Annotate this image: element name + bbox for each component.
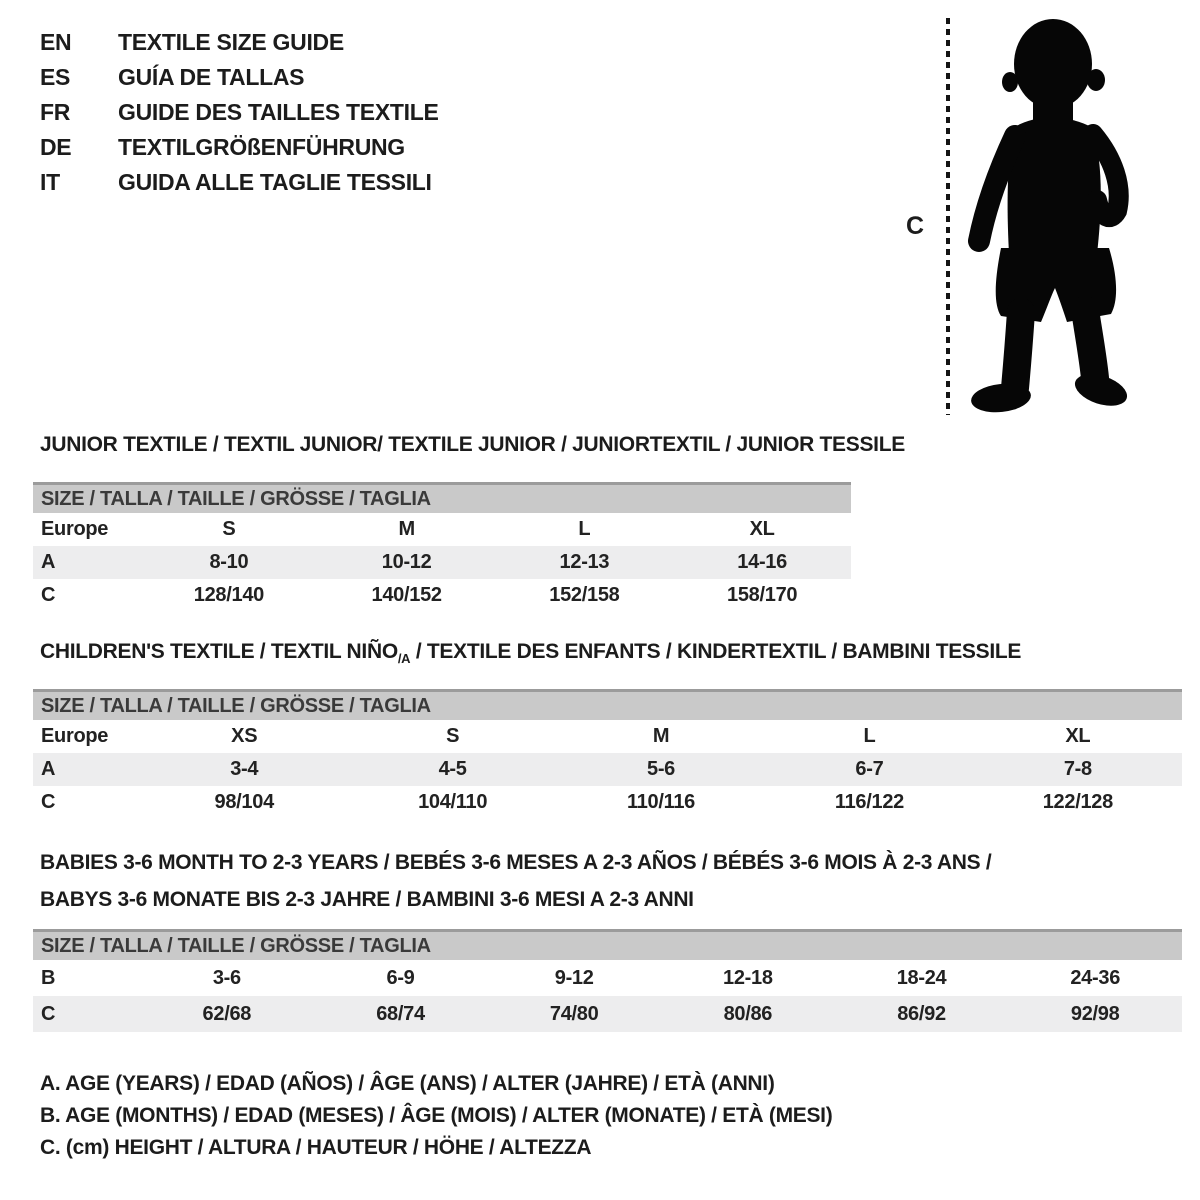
legend-note-a: A. AGE (YEARS) / EDAD (AÑOS) / ÂGE (ANS) / ALTER (JAHRE) / ETÀ (ANNI) [40, 1072, 775, 1095]
table-cell: 3-6 [212, 966, 241, 989]
row-label: Europe [41, 725, 109, 747]
table-cell: XL [749, 518, 775, 540]
table-cell: L [578, 518, 591, 540]
size-header-label: SIZE / TALLA / TAILLE / GRÖSSE / TAGLIA [41, 934, 431, 957]
table-row [33, 960, 1182, 996]
table-row [33, 786, 1182, 819]
legend-note-c: C. (cm) HEIGHT / ALTURA / HAUTEUR / HÖHE / ALTEZZA [40, 1136, 592, 1159]
language-row-en [40, 25, 439, 60]
children-heading-rest: / TEXTILE DES ENFANTS / KINDERTEXTIL / BAMBINI TESSILE [410, 640, 1022, 663]
language-row-de [40, 130, 439, 165]
language-code: FR [40, 99, 71, 125]
babies-size-table [33, 929, 1182, 1032]
language-code: EN [40, 29, 72, 55]
table-cell: 104/110 [418, 791, 488, 813]
table-cell: 18-24 [896, 966, 947, 989]
table-cell: 3-4 [230, 758, 259, 780]
junior-size-table [33, 482, 851, 612]
table-cell: 74/80 [549, 1002, 599, 1025]
children-size-table [33, 689, 1182, 819]
table-row [33, 996, 1182, 1032]
table-cell: 116/122 [834, 791, 904, 813]
size-header-label: SIZE / TALLA / TAILLE / GRÖSSE / TAGLIA [41, 487, 431, 510]
table-cell: 80/86 [723, 1002, 773, 1025]
children-heading-subscript: /A [397, 651, 411, 667]
row-label: Europe [41, 518, 109, 540]
height-measure-dashed-line [946, 18, 950, 415]
table-cell: 12-18 [723, 966, 773, 989]
row-label: B [41, 966, 56, 989]
size-header-bar [33, 929, 1182, 960]
legend-notes [40, 1072, 832, 1168]
table-cell: 24-36 [1070, 966, 1121, 989]
table-cell: 92/98 [1070, 1002, 1120, 1025]
table-row [33, 579, 851, 612]
babies-section-heading-line2: BABYS 3-6 MONATE BIS 2-3 JAHRE / BAMBINI 3-6 MESI A 2-3 ANNI [40, 888, 694, 911]
row-label: C [41, 584, 56, 606]
language-code: IT [40, 169, 60, 195]
table-row [33, 753, 1182, 786]
height-measure-label: C [906, 212, 924, 240]
table-cell: 14-16 [737, 551, 787, 573]
size-header-bar [33, 482, 851, 513]
table-cell: 10-12 [381, 551, 432, 573]
babies-section-heading-line1: BABIES 3-6 MONTH TO 2-3 YEARS / BEBÉS 3-6 MESES A 2-3 AÑOS / BÉBÉS 3-6 MOIS À 2-3 ANS / [40, 851, 992, 874]
table-cell: M [398, 518, 415, 540]
junior-section-heading: JUNIOR TEXTILE / TEXTIL JUNIOR/ TEXTILE JUNIOR / JUNIORTEXTIL / JUNIOR TESSILE [40, 433, 905, 456]
language-title: TEXTILGRÖßENFÜHRUNG [118, 134, 405, 160]
size-header-bar [33, 689, 1182, 720]
language-title: GUIDA ALLE TAGLIE TESSILI [118, 169, 432, 195]
row-label: A [41, 758, 56, 780]
language-title: GUÍA DE TALLAS [118, 64, 305, 90]
table-cell: 4-5 [438, 758, 467, 780]
table-cell: 5-6 [647, 758, 676, 780]
table-cell: S [446, 725, 460, 747]
row-label: C [41, 1002, 56, 1025]
language-row-es [40, 60, 439, 95]
language-code: DE [40, 134, 72, 160]
children-section-heading [40, 640, 1021, 666]
table-row [33, 513, 851, 546]
table-cell: 128/140 [193, 584, 264, 606]
language-row-fr [40, 95, 439, 130]
children-heading-main: CHILDREN'S TEXTILE / TEXTIL NIÑO [40, 640, 398, 663]
table-cell: 158/170 [727, 584, 798, 606]
legend-note-b: B. AGE (MONTHS) / EDAD (MESES) / ÂGE (MOIS) / ALTER (MONATE) / ETÀ (MESI) [40, 1104, 833, 1127]
table-cell: 122/128 [1042, 791, 1113, 813]
table-cell: L [863, 725, 876, 747]
table-cell: 68/74 [376, 1002, 425, 1025]
table-cell: 7-8 [1063, 758, 1092, 780]
table-cell: XL [1065, 725, 1091, 747]
table-cell: XS [231, 725, 258, 747]
table-cell: 140/152 [371, 584, 442, 606]
language-title: GUIDE DES TAILLES TEXTILE [118, 99, 439, 125]
language-title-list [40, 25, 439, 200]
table-cell: 8-10 [209, 551, 249, 573]
row-label: A [41, 551, 56, 573]
table-cell: S [222, 518, 236, 540]
toddler-silhouette-icon [963, 16, 1135, 416]
row-label: C [41, 791, 56, 813]
table-cell: 62/68 [202, 1002, 252, 1025]
table-cell: 98/104 [214, 791, 274, 813]
table-cell: 152/158 [549, 584, 620, 606]
language-title: TEXTILE SIZE GUIDE [118, 29, 344, 55]
table-cell: 12-13 [559, 551, 610, 573]
table-row [33, 720, 1182, 753]
table-cell: 86/92 [897, 1002, 946, 1025]
language-code: ES [40, 64, 71, 90]
size-header-label: SIZE / TALLA / TAILLE / GRÖSSE / TAGLIA [41, 694, 431, 717]
table-cell: 6-9 [386, 966, 415, 989]
table-row [33, 546, 851, 579]
table-cell: 9-12 [554, 966, 594, 989]
table-cell: 6-7 [855, 758, 884, 780]
language-row-it [40, 165, 439, 200]
table-cell: 110/116 [627, 791, 696, 813]
table-cell: M [652, 725, 670, 747]
